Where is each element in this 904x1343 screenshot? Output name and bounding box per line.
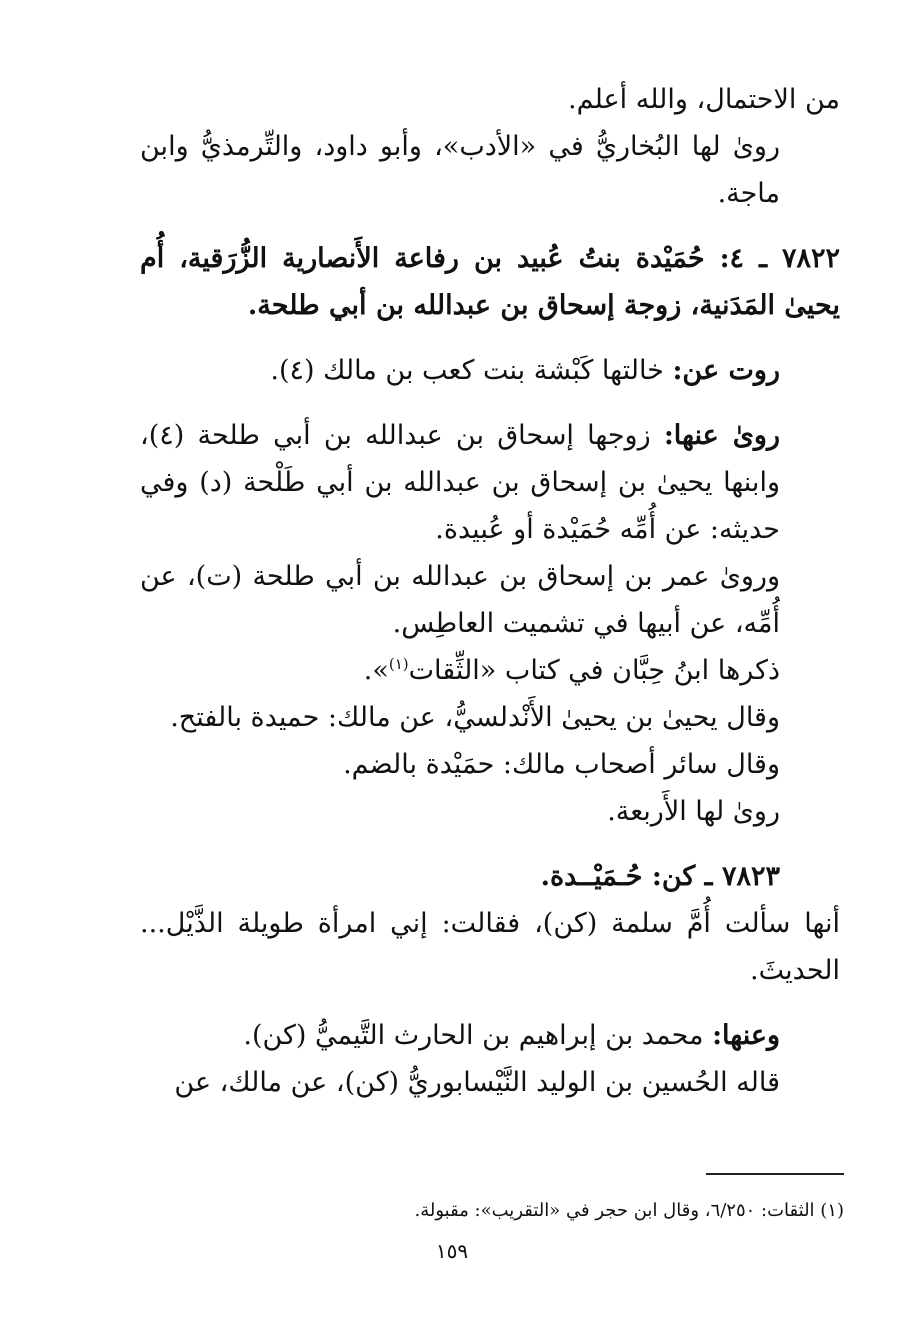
entry-7822-arbaa: روىٰ لها الأَربعة. <box>607 796 780 827</box>
entry-7822-rawat <box>140 347 840 394</box>
rawa-text: زوجها إسحاق بن عبدالله بن أبي طلحة (٤)، وابنها يحيىٰ بن إسحاق بن عبدالله بن أبي طَلْحة (د) وفي حديثه: عن أُمِّه حُمَيْدة أو عُبيدة. <box>140 420 780 545</box>
entry-7823-header: ٧٨٢٣ ـ كن: حُـمَيْــدة. <box>540 861 780 892</box>
entry-7822-andalusi: وقال يحيىٰ بن يحيىٰ الأَنْدلسيُّ، عن مالك: حميدة بالفتح. <box>170 702 780 733</box>
rawat-text: خالتها كَبْشة بنت كعب بن مالك (٤). <box>270 355 673 386</box>
entry-7822-rawa <box>140 412 840 553</box>
footnote-marker: (١) <box>388 655 409 673</box>
entry-7823-text: أنها سألت أُمَّ سلمة (كن)، فقالت: إني امرأة طويلة الذَّيْل... الحديثَ. <box>140 908 840 986</box>
entry-7822-ibn-hibban <box>140 647 840 694</box>
anha-text: محمد بن إبراهيم بن الحارث التَّيميُّ (كن). <box>243 1020 713 1051</box>
page-number: ١٥٩ <box>435 1239 469 1263</box>
ibn-hibban-end: ». <box>363 655 389 686</box>
rawat-label: روت عن: <box>672 355 780 386</box>
entry-7823-husain: قاله الحُسين بن الوليد النَّيْسابوريُّ (كن)، عن مالك، عن <box>174 1067 780 1098</box>
entry-7822-header: ٧٨٢٢ ـ ٤: حُمَيْدة بنتُ عُبيد بن رفاعة الأَنصارية الزُّرَقية، أُم يحيىٰ المَدَنية، زوجة إسحاق بن عبدالله بن أبي طلحة. <box>140 243 840 321</box>
rawa-label: روىٰ عنها: <box>663 420 780 451</box>
ibn-hibban-text: ذكرها ابنُ حِبَّان في كتاب «الثِّقات <box>408 655 780 686</box>
continuation-line: من الاحتمال، والله أعلم. <box>568 84 840 115</box>
footnote: (١) الثقات: ٦/٢٥٠، وقال ابن حجر في «التقريب»: مقبولة. <box>414 1200 844 1221</box>
entry-7822-sair: وقال سائر أصحاب مالك: حمَيْدة بالضم. <box>343 749 780 780</box>
main-text-block <box>140 76 840 1106</box>
entry-7822-umar: وروىٰ عمر بن إسحاق بن عبدالله بن أبي طلحة (ت)، عن أُمِّه، عن أبيها في تشميت العاطِس. <box>140 561 780 639</box>
anha-label: وعنها: <box>712 1020 780 1051</box>
footnote-divider <box>706 1173 844 1175</box>
entry-7823-anha <box>140 1012 840 1059</box>
continuation-narrators: روىٰ لها البُخاريُّ في «الأدب»، وأبو داود، والتِّرمذيُّ وابن ماجة. <box>140 131 780 209</box>
